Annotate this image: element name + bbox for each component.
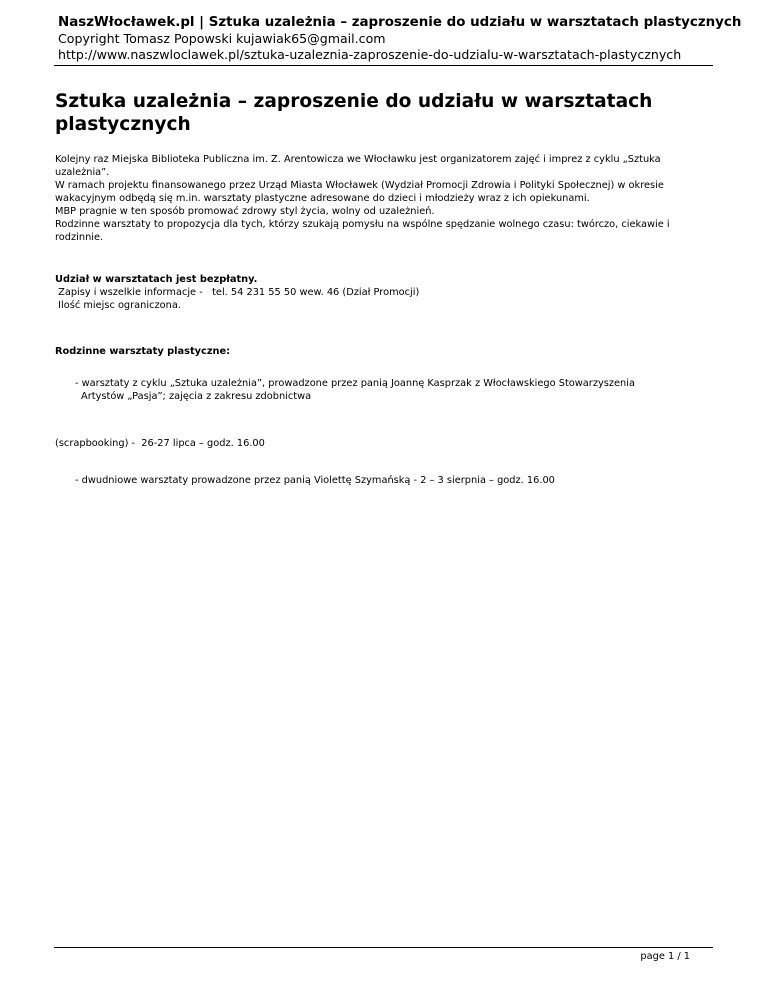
intro-line: Kolejny raz Miejska Biblioteka Publiczna im. Z. Arentowicza we Włocławku jest organizatorem zajęć i imprez z cyklu „Sztuka uzależnia”.	[55, 154, 661, 178]
workshops-heading: Rodzinne warsztaty plastyczne:	[55, 346, 231, 357]
limited-places: Ilość miejsc ograniczona.	[55, 300, 181, 311]
workshop-1	[55, 377, 635, 403]
workshop-2	[55, 474, 555, 487]
site-title: NaszWłocławek.pl | Sztuka uzależnia – zaproszenie do udziału w warsztatach plastycznych	[58, 15, 742, 30]
footer-divider	[54, 947, 713, 948]
header-divider	[54, 65, 713, 66]
workshop-1-line: Artystów „Pasja”; zajęcia z zakresu zdobnictwa	[81, 391, 312, 402]
intro-line: MBP pragnie w ten sposób promować zdrowy styl życia, wolny od uzależnień.	[55, 206, 435, 217]
scrapbooking-line: (scrapbooking) - 26-27 lipca – godz. 16.00	[55, 438, 265, 449]
copyright-line: Copyright Tomasz Popowski kujawiak65@gmail.com	[58, 31, 386, 46]
source-url: http://www.naszwloclawek.pl/sztuka-uzaleznia-zaproszenie-do-udzialu-w-warsztatach-plastycznych	[58, 47, 682, 62]
page-number: page 1 / 1	[640, 951, 690, 962]
workshop-2-line: - dwudniowe warsztaty prowadzone przez panią Violettę Szymańską - 2 – 3 sierpnia – godz. 16.00	[75, 475, 555, 486]
intro-line: Rodzinne warsztaty to propozycja dla tych, którzy szukają pomysłu na wspólne spędzanie wolnego czasu: twórczo, ciekawie i rodzinnie.	[55, 219, 670, 243]
scrapbooking-date	[55, 437, 265, 450]
registration-block	[55, 273, 419, 312]
document-header	[58, 14, 768, 63]
signup-info: Zapisy i wszelkie informacje - tel. 54 231 55 50 wew. 46 (Dział Promocji)	[55, 287, 420, 298]
free-participation-heading: Udział w warsztatach jest bezpłatny.	[55, 274, 258, 285]
workshop-1-line: - warsztaty z cyklu „Sztuka uzależnia”, prowadzone przez panią Joannę Kasprzak z Włocławskiego Stowarzyszenia	[75, 378, 635, 389]
intro-paragraph	[55, 153, 715, 244]
article-title: Sztuka uzależnia – zaproszenie do udziału w warsztatach plastycznych	[55, 91, 653, 135]
intro-line: W ramach projektu finansowanego przez Urząd Miasta Włocławek (Wydział Promocji Zdrowia i Polityki Społecznej) w okresie wakacyjnym odbędą się m.in. warsztaty plastyczne adresowane do dzieci i młodzieży wraz z ich opiekunami.	[55, 180, 664, 204]
workshops-heading-block	[55, 345, 230, 358]
